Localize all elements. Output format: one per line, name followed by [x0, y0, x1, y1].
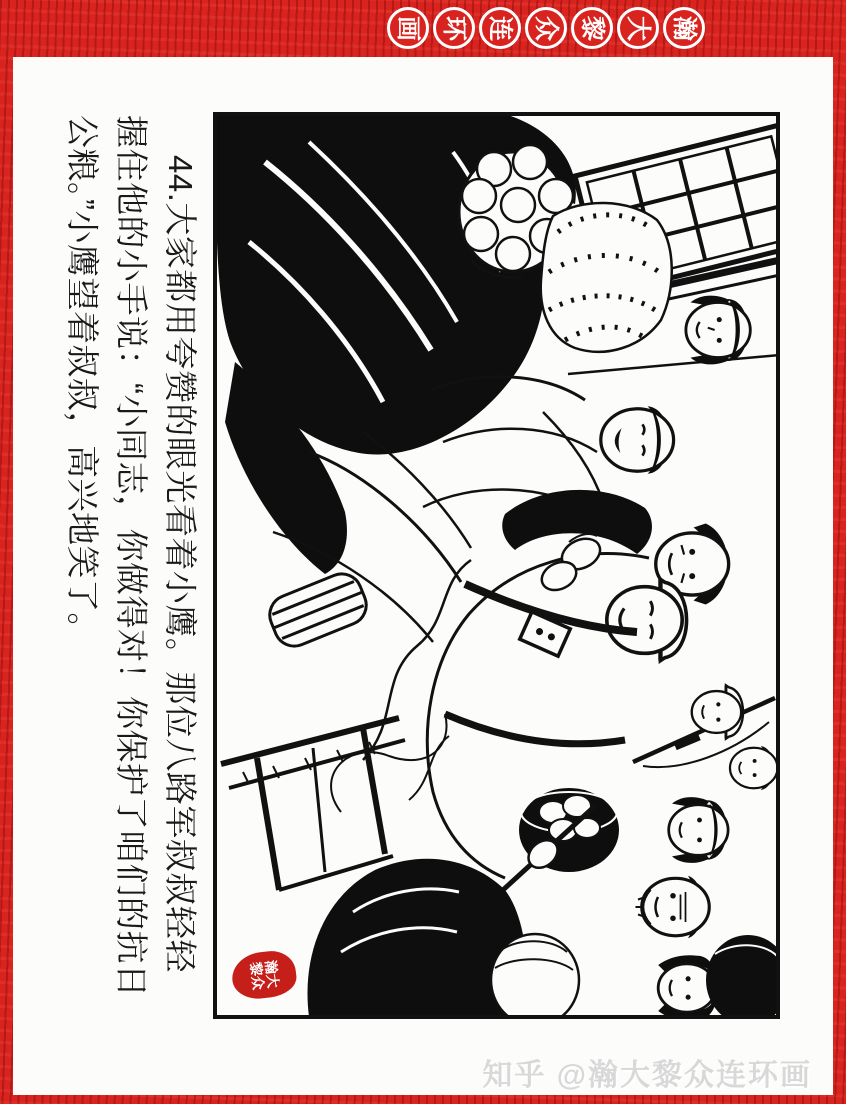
- publisher-seal-icon: [525, 7, 567, 49]
- artist-seal-text: 瀚大黎众: [247, 959, 282, 991]
- seal-character: 黎: [578, 15, 607, 41]
- seal-character: 画: [394, 15, 423, 41]
- watermark: [482, 1050, 812, 1094]
- child-face: [730, 746, 778, 790]
- seal-character: 众: [532, 15, 561, 41]
- seal-character: 连: [486, 15, 515, 41]
- publisher-seal-icon: [617, 7, 659, 49]
- publisher-logo-seal-row: [387, 7, 705, 49]
- caption-line-2: 握住他的小手说：“小同志，你做得对！你保护了咱们的抗日: [113, 115, 150, 998]
- comic-artwork-svg: [213, 112, 780, 1019]
- publisher-seal-icon: [479, 7, 521, 49]
- caption-text: [58, 115, 205, 1025]
- publisher-seal-icon: [387, 7, 429, 49]
- publisher-seal-icon: [433, 7, 475, 49]
- comic-illustration: [213, 112, 780, 1019]
- seal-character: 瀚: [670, 15, 699, 41]
- publisher-seal-icon: [571, 7, 613, 49]
- page-panel: [13, 57, 833, 1095]
- caption-line-3: 公粮。”小鹰望着叔叔，高兴地笑了。: [64, 115, 101, 646]
- boy-xiaoying-face: [601, 406, 674, 474]
- publisher-seal-icon: [663, 7, 705, 49]
- caption-line-1: 44.大家都用夸赞的眼光看着小鹰。那位八路军叔叔轻轻: [162, 155, 199, 973]
- floral-jacket: [541, 203, 672, 352]
- seal-character: 环: [440, 15, 469, 41]
- seal-character: 大: [624, 15, 653, 41]
- watermark-text: 知乎 @瀚大黎众连环画: [482, 1059, 812, 1092]
